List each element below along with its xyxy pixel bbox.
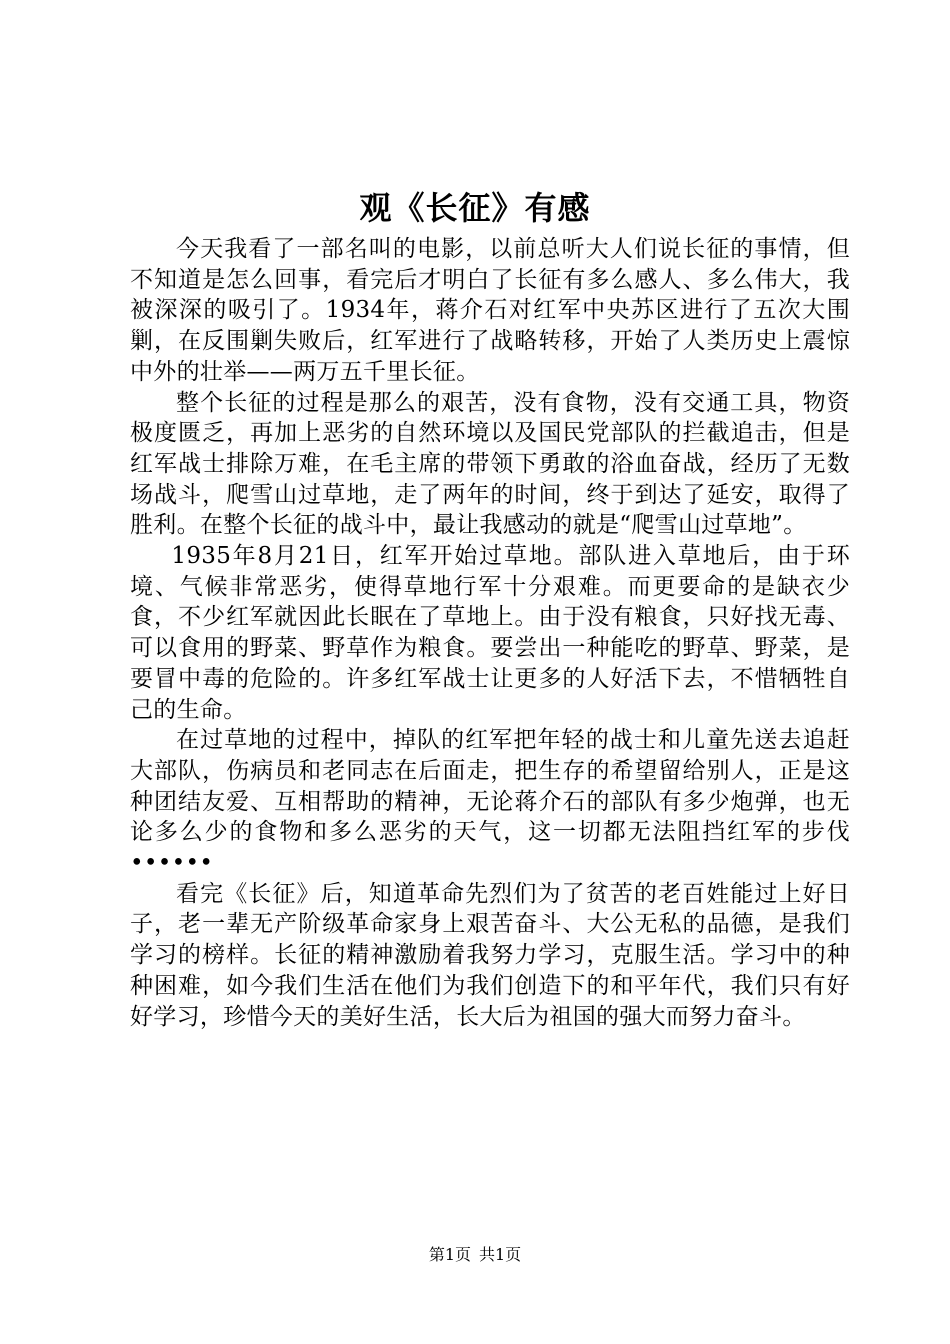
paragraph: 在过草地的过程中，掉队的红军把年轻的战士和儿童先送去追赶大部队，伤病员和老同志在后面走，把生存的希望留给别人，正是这种团结友爱、互相帮助的精神，无论蒋介石的部队有多少炮弹，也无论多么少的食物和多么恶劣的天气，这一切都无法阻挡红军的步伐•••••• bbox=[130, 727, 850, 877]
page-total: 共1页 bbox=[479, 1245, 522, 1264]
page-footer bbox=[0, 1244, 950, 1266]
paragraph: 1935年8月21日，红军开始过草地。部队进入草地后，由于环境、气候非常恶劣，使得草地行军十分艰难。而更要命的是缺衣少食，不少红军就因此长眠在了草地上。由于没有粮食，只好找无毒、可以食用的野菜、野草作为粮食。要尝出一种能吃的野草、野菜，是要冒中毒的危险的。许多红军战士让更多的人好活下去，不惜牺牲自己的生命。 bbox=[130, 543, 850, 723]
document-body bbox=[130, 234, 850, 1032]
page-number: 第1页 bbox=[428, 1245, 471, 1264]
paragraph: 看完《长征》后，知道革命先烈们为了贫苦的老百姓能过上好日子，老一辈无产阶级革命家身上艰苦奋斗、大公无私的品德，是我们学习的榜样。长征的精神激励着我努力学习，克服生活。学习中的种种困难，如今我们生活在他们为我们创造下的和平年代，我们只有好好学习，珍惜今天的美好生活，长大后为祖国的强大而努力奋斗。 bbox=[130, 880, 850, 1030]
paragraph: 今天我看了一部名叫的电影，以前总听大人们说长征的事情，但不知道是怎么回事，看完后才明白了长征有多么感人、多么伟大，我被深深的吸引了。1934年，蒋介石对红军中央苏区进行了五次大围剿，在反围剿失败后，红军进行了战略转移，开始了人类历史上震惊中外的壮举——两万五千里长征。 bbox=[130, 236, 850, 385]
document-title: 观《长征》有感 bbox=[359, 189, 591, 227]
paragraph: 整个长征的过程是那么的艰苦，没有食物，没有交通工具，物资极度匮乏，再加上恶劣的自然环境以及国民党部队的拦截追击，但是红军战士排除万难，在毛主席的带领下勇敢的浴血奋战，经历了无数场战斗，爬雪山过草地，走了两年的时间，终于到达了延安，取得了胜利。在整个长征的战斗中，最让我感动的就是“爬雪山过草地”。 bbox=[130, 389, 850, 539]
